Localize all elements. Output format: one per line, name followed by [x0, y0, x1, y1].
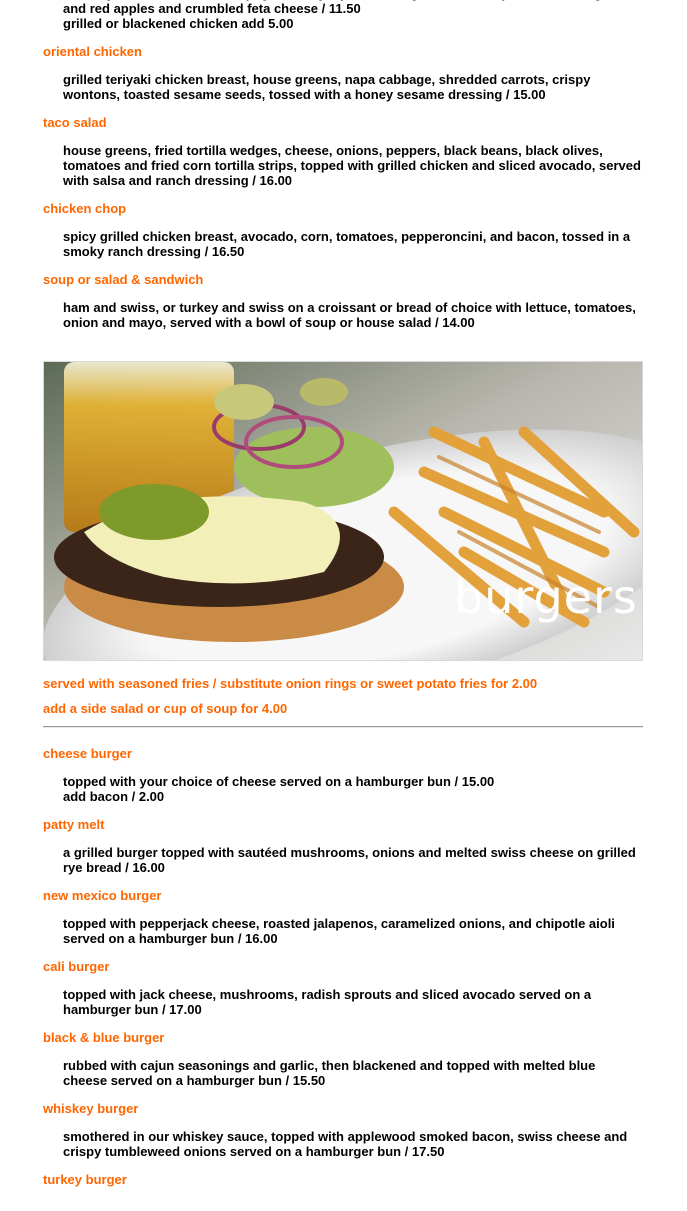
desc-line: topped with pepperjack cheese, roasted jalapenos, caramelized onions, and chipotle aioli served on a hamburger bun / 16.00: [63, 916, 615, 946]
menu-item-desc: [63, 143, 643, 188]
desc-line: and red apples and crumbled feta cheese / 11.50: [63, 1, 361, 16]
desc-line: spicy grilled chicken breast, avocado, corn, tomatoes, pepperoncini, and bacon, tossed in a smoky ranch dressing / 16.50: [63, 229, 631, 259]
desc-line: ham and swiss, or turkey and swiss on a croissant or bread of choice with lettuce, tomatoes, onion and mayo, served with a bowl of soup or house salad / 14.00: [63, 300, 636, 330]
menu-item-title: black & blue burger: [43, 1030, 165, 1045]
desc-line: topped with your choice of cheese served on a hamburger bun / 15.00: [63, 774, 495, 789]
side-note: add a side salad or cup of soup for 4.00: [43, 701, 288, 716]
menu-item-desc: [63, 774, 643, 804]
desc-line: grilled teriyaki chicken breast, house greens, napa cabbage, shredded carrots, crispy wontons, toasted sesame seeds, tossed with a honey sesame dressing / 15.00: [63, 72, 591, 102]
menu-item-desc: [63, 300, 643, 330]
menu-item-desc: [63, 229, 643, 259]
menu-column: [43, 0, 643, 1187]
menu-item: [43, 1172, 643, 1187]
menu-item: [43, 817, 643, 875]
menu-item: [43, 888, 643, 946]
menu-item-desc: [63, 987, 643, 1017]
menu-item-title: turkey burger: [43, 1172, 127, 1187]
menu-item-title: chicken chop: [43, 201, 127, 216]
desc-line: house greens, fried tortilla wedges, cheese, onions, peppers, black beans, black olives, tomatoes and fried corn tortilla strips, topped with grilled chicken and sliced avocado, served with salsa and ranch dressing / 16.00: [63, 143, 641, 188]
menu-item: [43, 201, 643, 259]
menu-item-desc: [63, 72, 643, 102]
menu-item-desc: [63, 1129, 643, 1159]
menu-item-title: patty melt: [43, 817, 105, 832]
desc-line: a grilled burger topped with sautéed mushrooms, onions and melted swiss cheese on grilled rye bread / 16.00: [63, 845, 636, 875]
menu-item-title: whiskey burger: [43, 1101, 139, 1116]
burgers-hero-image: [43, 361, 643, 661]
section-divider: [43, 726, 643, 728]
salad-section: [43, 0, 643, 330]
menu-item: [43, 272, 643, 330]
menu-item: [43, 959, 643, 1017]
menu-item: [43, 746, 643, 804]
menu-item-title: oriental chicken: [43, 44, 142, 59]
fries-note: served with seasoned fries / substitute onion rings or sweet potato fries for 2.00: [43, 676, 538, 691]
menu-item-desc: [63, 916, 643, 946]
burger-section: [43, 746, 643, 1187]
menu-item-desc: [63, 0, 643, 31]
desc-line: rubbed with cajun seasonings and garlic, then blackened and topped with melted blue cheese served on a hamburger bun / 15.50: [63, 1058, 596, 1088]
desc-line: add bacon / 2.00: [63, 789, 165, 804]
menu-item-title: taco salad: [43, 115, 107, 130]
desc-line: topped with jack cheese, mushrooms, radish sprouts and sliced avocado served on a hamburger bun / 17.00: [63, 987, 592, 1017]
menu-item: [43, 44, 643, 102]
menu-item-title: cheese burger: [43, 746, 132, 761]
menu-item-desc: [63, 1058, 643, 1088]
menu-item-title: soup or salad & sandwich: [43, 272, 204, 287]
desc-line: smothered in our whiskey sauce, topped with applewood smoked bacon, swiss cheese and crispy tumbleweed onions served on a hamburger bun / 17.50: [63, 1129, 628, 1159]
menu-item: [43, 1101, 643, 1159]
menu-item: [43, 1030, 643, 1088]
burgers-logo: burgers: [454, 570, 638, 624]
menu-item-desc: [63, 845, 643, 875]
desc-line: grilled or blackened chicken add 5.00: [63, 16, 294, 31]
menu-item-title: cali burger: [43, 959, 110, 974]
menu-item: [43, 115, 643, 188]
menu-item-title: new mexico burger: [43, 888, 162, 903]
